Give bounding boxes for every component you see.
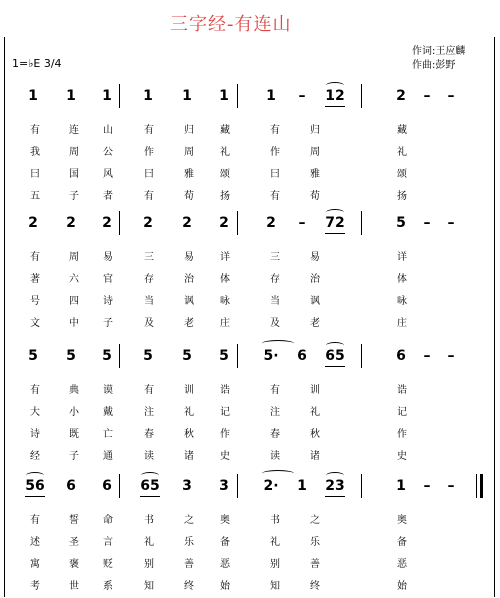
eighth-underline [325, 496, 345, 497]
note: 12 [325, 88, 345, 104]
note: 1 [182, 88, 192, 104]
score-frame-left [4, 37, 5, 597]
lyric-char: 颂 [220, 169, 230, 180]
lyric-char: 之 [184, 515, 194, 526]
lyric-char: 注 [144, 407, 154, 418]
lyric-char: 曰 [270, 169, 280, 180]
lyric-char: 礼 [310, 407, 320, 418]
lyric-char: 读 [270, 451, 280, 462]
lyric-char: 作 [270, 147, 280, 158]
note: 6 [66, 478, 76, 494]
lyric-char: 当 [270, 296, 280, 307]
lyric-char: 六 [69, 274, 79, 285]
note: 65 [325, 348, 345, 364]
lyric-char: 扬 [397, 191, 407, 202]
lyric-char: 连 [69, 125, 79, 136]
lyric-char: 详 [220, 252, 230, 263]
note: 1 [143, 88, 153, 104]
lyric-char: 亡 [103, 429, 113, 440]
note: – [423, 215, 431, 231]
note: 56 [25, 478, 45, 494]
slur [26, 472, 44, 479]
lyric-char: 通 [103, 451, 113, 462]
lyric-char: 有 [30, 515, 40, 526]
lyric-char: 述 [30, 537, 40, 548]
lyric-char: 有 [144, 385, 154, 396]
lyric-char: 备 [397, 537, 407, 548]
lyric-char: 归 [184, 125, 194, 136]
lyric-char: 诸 [310, 451, 320, 462]
lyric-char: 周 [69, 252, 79, 263]
lyric-char: 书 [144, 515, 154, 526]
bar-line [361, 211, 362, 235]
note: 3 [182, 478, 192, 494]
lyric-char: 扬 [220, 191, 230, 202]
bar-line [119, 84, 120, 108]
bar-line [119, 344, 120, 368]
lyric-char: 秋 [310, 429, 320, 440]
lyric-char: 藏 [220, 125, 230, 136]
note: 5 [219, 348, 229, 364]
lyric-char: 存 [144, 274, 154, 285]
note: 1 [66, 88, 76, 104]
note: 2 [266, 215, 276, 231]
lyric-char: 三 [270, 252, 280, 263]
lyric-char: 庄 [220, 318, 230, 329]
eighth-underline [325, 366, 345, 367]
lyric-char: 誓 [69, 515, 79, 526]
lyric-char: 奥 [397, 515, 407, 526]
note: 5 [28, 348, 38, 364]
eighth-underline [325, 106, 345, 107]
note: 1 [102, 88, 112, 104]
composer-credit: 作曲:彭野 [412, 60, 456, 71]
lyric-char: 既 [69, 429, 79, 440]
score-frame-right [494, 37, 495, 597]
slur [326, 472, 344, 479]
lyric-char: 及 [144, 318, 154, 329]
note: – [447, 478, 455, 494]
lyric-char: 藏 [397, 125, 407, 136]
eighth-underline [25, 496, 45, 497]
lyric-char: 诗 [30, 429, 40, 440]
bar-line [361, 84, 362, 108]
slur [141, 472, 159, 479]
note: 23 [325, 478, 345, 494]
lyric-char: 圣 [69, 537, 79, 548]
note: 5 [182, 348, 192, 364]
lyric-char: 史 [220, 451, 230, 462]
note: 5 [102, 348, 112, 364]
note: 2 [219, 215, 229, 231]
lyric-char: 有 [144, 125, 154, 136]
lyric-char: 终 [310, 581, 320, 592]
lyric-char: 训 [310, 385, 320, 396]
lyric-char: 公 [103, 147, 113, 158]
note: 2 [143, 215, 153, 231]
lyric-char: 礼 [397, 147, 407, 158]
lyric-char: 作 [397, 429, 407, 440]
lyric-char: 风 [103, 169, 113, 180]
bar-line [237, 84, 238, 108]
lyric-char: 体 [397, 274, 407, 285]
lyric-char: 经 [30, 451, 40, 462]
lyric-char: 三 [144, 252, 154, 263]
note: 2 [66, 215, 76, 231]
lyric-char: 咏 [220, 296, 230, 307]
lyric-char: 诗 [103, 296, 113, 307]
eighth-underline [325, 233, 345, 234]
lyric-char: 终 [184, 581, 194, 592]
note: 5 [143, 348, 153, 364]
note: 6 [102, 478, 112, 494]
lyric-char: 书 [270, 515, 280, 526]
lyric-char: 作 [220, 429, 230, 440]
lyric-char: 讽 [310, 296, 320, 307]
lyric-char: 山 [103, 125, 113, 136]
lyric-char: 及 [270, 318, 280, 329]
lyric-char: 礼 [270, 537, 280, 548]
lyric-char: 系 [103, 581, 113, 592]
lyric-char: 当 [144, 296, 154, 307]
lyric-char: 别 [270, 559, 280, 570]
lyric-char: 庄 [397, 318, 407, 329]
lyric-char: 善 [184, 559, 194, 570]
lyric-char: 周 [69, 147, 79, 158]
note: 6 [297, 348, 307, 364]
lyric-char: 别 [144, 559, 154, 570]
lyric-char: 命 [103, 515, 113, 526]
lyric-char: 易 [310, 252, 320, 263]
note: – [298, 88, 306, 104]
note: 2· [263, 478, 279, 494]
lyric-char: 言 [103, 537, 113, 548]
lyric-char: 礼 [184, 407, 194, 418]
lyric-char: 大 [30, 407, 40, 418]
note: 1 [297, 478, 307, 494]
lyric-char: 子 [103, 318, 113, 329]
bar-line [119, 474, 120, 498]
lyric-char: 寓 [30, 559, 40, 570]
note: 1 [396, 478, 406, 494]
lyric-char: 诸 [184, 451, 194, 462]
lyric-char: 体 [220, 274, 230, 285]
lyric-char: 有 [270, 385, 280, 396]
note: – [447, 88, 455, 104]
lyric-char: 诰 [220, 385, 230, 396]
lyric-char: 始 [220, 581, 230, 592]
lyric-char: 恶 [220, 559, 230, 570]
lyric-char: 荀 [184, 191, 194, 202]
lyric-char: 奥 [220, 515, 230, 526]
lyric-char: 知 [144, 581, 154, 592]
lyric-char: 褒 [69, 559, 79, 570]
lyric-char: 治 [184, 274, 194, 285]
lyric-char: 有 [30, 252, 40, 263]
note: 65 [140, 478, 160, 494]
lyric-char: 始 [397, 581, 407, 592]
note: 72 [325, 215, 345, 231]
note: 5 [66, 348, 76, 364]
slur [326, 82, 344, 89]
note: – [447, 348, 455, 364]
lyric-char: 归 [310, 125, 320, 136]
lyric-char: 有 [30, 385, 40, 396]
note: – [423, 348, 431, 364]
lyric-char: 雅 [184, 169, 194, 180]
lyric-char: 易 [103, 252, 113, 263]
lyric-char: 有 [270, 191, 280, 202]
note: 1 [219, 88, 229, 104]
final-bar-thin [476, 474, 477, 498]
lyric-char: 春 [270, 429, 280, 440]
note: 3 [219, 478, 229, 494]
note: 5 [396, 215, 406, 231]
lyric-char: 存 [270, 274, 280, 285]
final-bar-line [480, 474, 483, 498]
lyric-char: 咏 [397, 296, 407, 307]
lyric-char: 者 [103, 191, 113, 202]
lyric-char: 曰 [30, 169, 40, 180]
lyric-char: 治 [310, 274, 320, 285]
lyric-char: 谟 [103, 385, 113, 396]
lyric-char: 周 [184, 147, 194, 158]
lyric-char: 颂 [397, 169, 407, 180]
bar-line [237, 344, 238, 368]
lyric-char: 国 [69, 169, 79, 180]
lyric-char: 乐 [310, 537, 320, 548]
lyric-char: 周 [310, 147, 320, 158]
lyric-char: 记 [220, 407, 230, 418]
lyric-char: 五 [30, 191, 40, 202]
lyric-char: 我 [30, 147, 40, 158]
lyric-char: 曰 [144, 169, 154, 180]
lyricist-credit: 作词:王应麟 [412, 46, 466, 57]
lyric-char: 官 [103, 274, 113, 285]
lyric-char: 有 [144, 191, 154, 202]
note: 2 [396, 88, 406, 104]
bar-line [361, 344, 362, 368]
bar-line [237, 211, 238, 235]
lyric-char: 考 [30, 581, 40, 592]
note: 6 [396, 348, 406, 364]
lyric-char: 四 [69, 296, 79, 307]
note: 1 [28, 88, 38, 104]
lyric-char: 知 [270, 581, 280, 592]
lyric-char: 礼 [144, 537, 154, 548]
note: – [423, 88, 431, 104]
note: 2 [182, 215, 192, 231]
lyric-char: 易 [184, 252, 194, 263]
lyric-char: 礼 [220, 147, 230, 158]
lyric-char: 子 [69, 451, 79, 462]
lyric-char: 记 [397, 407, 407, 418]
note: 2 [102, 215, 112, 231]
note: – [447, 215, 455, 231]
lyric-char: 有 [270, 125, 280, 136]
lyric-char: 备 [220, 537, 230, 548]
note: 2 [28, 215, 38, 231]
lyric-char: 文 [30, 318, 40, 329]
lyric-char: 典 [69, 385, 79, 396]
note: 1 [266, 88, 276, 104]
lyric-char: 世 [69, 581, 79, 592]
lyric-char: 贬 [103, 559, 113, 570]
note: 5· [263, 348, 279, 364]
slur [326, 209, 344, 216]
song-title: 三字经-有连山 [170, 14, 292, 35]
lyric-char: 诰 [397, 385, 407, 396]
lyric-char: 春 [144, 429, 154, 440]
lyric-char: 恶 [397, 559, 407, 570]
lyric-char: 作 [144, 147, 154, 158]
lyric-char: 小 [69, 407, 79, 418]
lyric-char: 荀 [310, 191, 320, 202]
lyric-char: 老 [184, 318, 194, 329]
slur [262, 470, 294, 477]
note: – [298, 215, 306, 231]
lyric-char: 戴 [103, 407, 113, 418]
lyric-char: 老 [310, 318, 320, 329]
bar-line [119, 211, 120, 235]
slur [262, 340, 294, 347]
lyric-char: 训 [184, 385, 194, 396]
lyric-char: 雅 [310, 169, 320, 180]
bar-line [361, 474, 362, 498]
lyric-char: 讽 [184, 296, 194, 307]
lyric-char: 史 [397, 451, 407, 462]
lyric-char: 秋 [184, 429, 194, 440]
bar-line [237, 474, 238, 498]
eighth-underline [140, 496, 160, 497]
lyric-char: 乐 [184, 537, 194, 548]
note: – [423, 478, 431, 494]
lyric-char: 中 [69, 318, 79, 329]
lyric-char: 详 [397, 252, 407, 263]
lyric-char: 读 [144, 451, 154, 462]
lyric-char: 有 [30, 125, 40, 136]
lyric-char: 子 [69, 191, 79, 202]
key-signature: 1=♭E 3/4 [12, 57, 62, 70]
slur [326, 342, 344, 349]
lyric-char: 著 [30, 274, 40, 285]
lyric-char: 注 [270, 407, 280, 418]
lyric-char: 善 [310, 559, 320, 570]
lyric-char: 之 [310, 515, 320, 526]
lyric-char: 号 [30, 296, 40, 307]
